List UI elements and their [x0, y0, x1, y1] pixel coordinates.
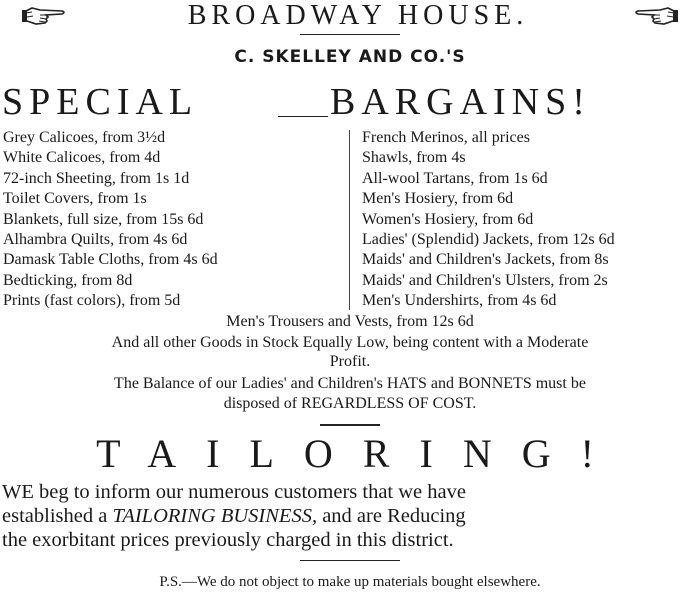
tailoring-line-2-end: and are Reducing — [317, 505, 466, 527]
list-item: Alhambra Quilts, from 4s 6d — [3, 231, 188, 249]
list-item: Grey Calicoes, from 3½d — [3, 129, 166, 146]
list-item: Ladies' (Splendid) Jackets, from 12s 6d — [362, 231, 615, 249]
bargain-list — [0, 128, 700, 312]
tailoring-line-3: the exorbitant prices previously charged in this district. — [2, 529, 454, 551]
tailoring-line-2 — [2, 504, 698, 528]
list-item: Toilet Covers, from 1s — [3, 190, 147, 208]
header — [0, 0, 700, 34]
trousers-line: Men's Trousers and Vests, from 12s 6d — [226, 313, 474, 330]
list-item: All-wool Tartans, from 1s 6d — [362, 169, 548, 187]
pointing-hand-right-icon — [22, 4, 66, 28]
tailoring-business-italic: TAILORING BUSINESS, — [112, 505, 318, 527]
postscript: P.S.—We do not object to make up materials bought elsewhere. — [159, 574, 541, 590]
section-rule — [320, 424, 380, 426]
list-item: Blankets, full size, from 15s 6d — [3, 210, 204, 228]
list-item: 72-inch Sheeting, from 1s 1d — [3, 169, 190, 187]
tailoring-line-1: WE beg to inform our numerous customers that we have — [2, 481, 466, 503]
list-item: Prints (fast colors), from 5d — [3, 292, 181, 310]
list-item: French Merinos, all prices — [362, 129, 530, 146]
column-divider — [349, 130, 350, 310]
tailoring-paragraph — [2, 480, 698, 552]
tailoring-heading: TAILORING! — [96, 431, 624, 476]
tailoring-line-2-start: established a — [2, 505, 113, 527]
left-column — [3, 128, 343, 312]
list-item: Shawls, from 4s — [362, 149, 466, 167]
list-item: Men's Undershirts, from 4s 6d — [362, 292, 557, 310]
footer-rule — [300, 560, 400, 561]
list-item: Women's Hosiery, from 6d — [362, 210, 534, 228]
list-item: Damask Table Cloths, from 4s 6d — [3, 251, 218, 269]
right-column — [362, 128, 700, 312]
list-item: Men's Hosiery, from 6d — [362, 190, 514, 208]
goods-line-2: Profit. — [329, 353, 371, 370]
list-item: White Calicoes, from 4d — [3, 149, 161, 167]
hats-line-2: disposed of REGARDLESS OF COST. — [223, 395, 477, 412]
title-rule — [300, 34, 400, 35]
list-item: Bedticking, from 8d — [3, 271, 133, 289]
company-name: C. SKELLEY AND CO.'S — [234, 47, 466, 67]
list-item: Maids' and Children's Ulsters, from 2s — [362, 271, 608, 289]
hats-line-1: The Balance of our Ladies' and Children's HATS and BONNETS must be — [114, 375, 586, 392]
house-title: BROADWAY HOUSE. — [187, 0, 529, 31]
special-rule — [278, 116, 328, 117]
bargains-word: BARGAINS! — [330, 81, 591, 123]
goods-line-1: And all other Goods in Stock Equally Low, being content with a Moderate — [111, 334, 589, 351]
pointing-hand-left-icon — [634, 4, 678, 28]
list-item: Maids' and Children's Jackets, from 8s — [362, 251, 609, 269]
special-word: SPECIAL — [2, 81, 199, 123]
